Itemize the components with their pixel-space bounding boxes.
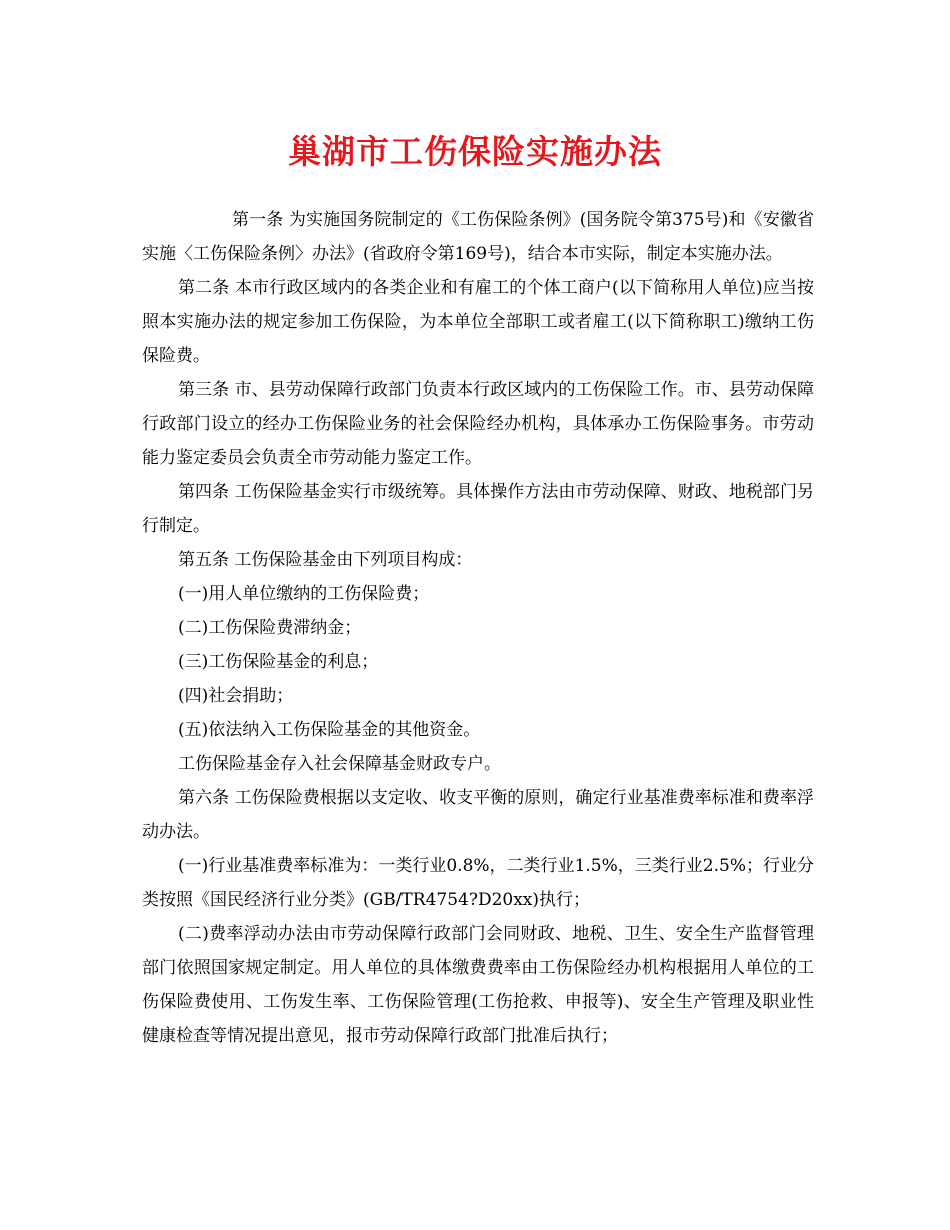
article-5-paragraph: 第五条 工伤保险基金由下列项目构成： <box>178 550 473 570</box>
article-5-item-2: (二)工伤保险费滞纳金； <box>178 618 362 638</box>
article-6-item-1: (一)行业基准费率标准为：一类行业0.8%，二类行业1.5%，三类行业2.5%；行业分类按照《国民经济行业分类》(GB/TR4754?D20xx)执行； <box>142 856 814 910</box>
article-6-paragraph: 第六条 工伤保险费根据以支定收、收支平衡的原则，确定行业基准费率标准和费率浮动办法。 <box>142 788 814 842</box>
article-1-paragraph: 第一条 为实施国务院制定的《工伤保险条例》(国务院令第375号)和《安徽省实施〈工伤保险条例〉办法》(省政府令第169号)，结合本市实际，制定本实施办法。 <box>142 210 814 264</box>
article-6-item-2: (二)费率浮动办法由市劳动保障行政部门会同财政、地税、卫生、安全生产监督管理部门依照国家规定制定。用人单位的具体缴费费率由工伤保险经办机构根据用人单位的工伤保险费使用、工伤发生率、工伤保险管理(工伤抢救、申报等)、安全生产管理及职业性健康检查等情况提出意见，报市劳动保障行政部门批准后执行； <box>142 924 814 1046</box>
article-3-paragraph: 第三条 市、县劳动保障行政部门负责本行政区域内的工伤保险工作。市、县劳动保障行政部门设立的经办工伤保险业务的社会保险经办机构，具体承办工伤保险事务。市劳动能力鉴定委员会负责全市劳动能力鉴定工作。 <box>142 380 814 468</box>
article-2-paragraph: 第二条 本市行政区域内的各类企业和有雇工的个体工商户(以下简称用人单位)应当按照本实施办法的规定参加工伤保险，为本单位全部职工或者雇工(以下简称职工)缴纳工伤保险费。 <box>142 278 814 366</box>
document-body <box>142 203 814 1053</box>
article-5-item-4: (四)社会捐助； <box>178 686 294 706</box>
article-5-item-1: (一)用人单位缴纳的工伤保险费； <box>178 584 430 604</box>
document-title: 巢湖市工伤保险实施办法 <box>288 132 662 171</box>
article-5-item-3: (三)工伤保险基金的利息； <box>178 652 379 672</box>
article-4-paragraph: 第四条 工伤保险基金实行市级统筹。具体操作方法由市劳动保障、财政、地税部门另行制定。 <box>142 482 814 536</box>
fund-deposit-paragraph: 工伤保险基金存入社会保障基金财政专户。 <box>178 754 501 774</box>
article-5-item-5: (五)依法纳入工伤保险基金的其他资金。 <box>178 720 481 740</box>
